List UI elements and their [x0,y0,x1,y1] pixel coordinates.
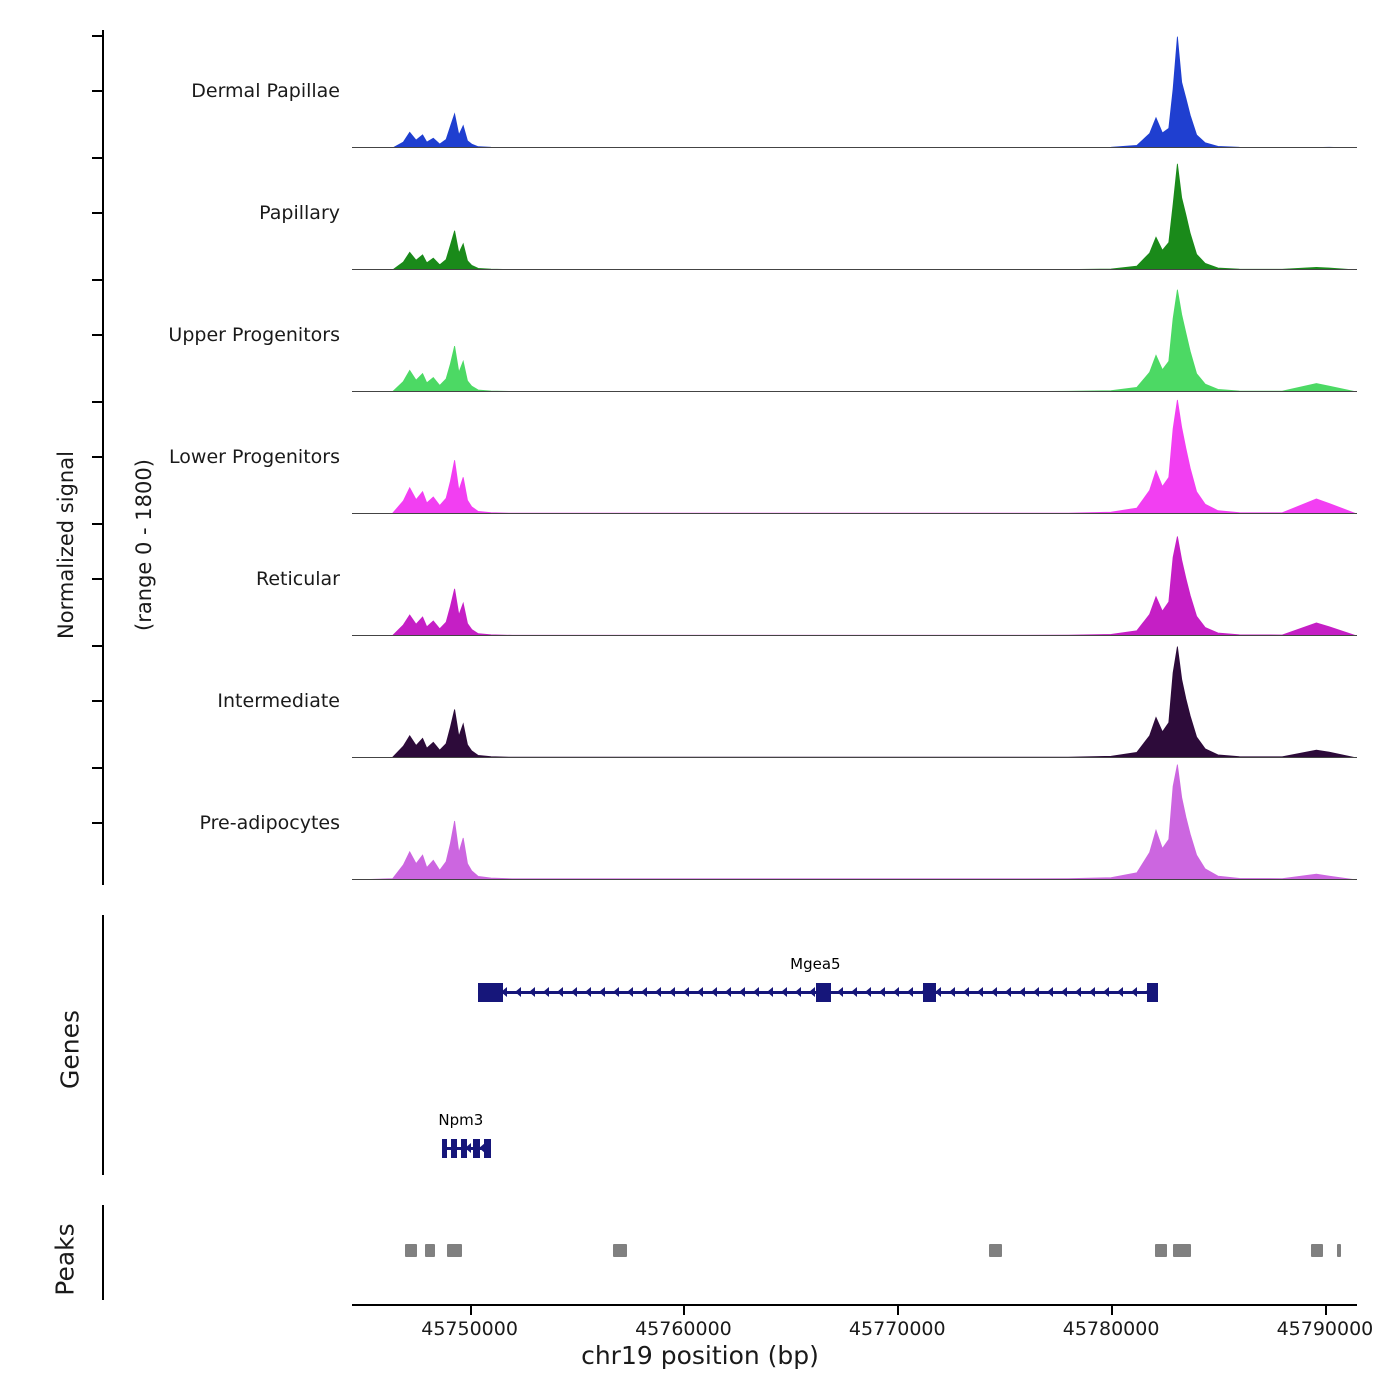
strand-arrow-icon [865,987,871,997]
strand-arrow-icon [655,987,661,997]
peak-region [1337,1244,1341,1257]
strand-arrow-icon [879,987,885,997]
track-baseline [352,513,1357,514]
strand-arrow-icon [1089,987,1095,997]
strand-arrow-icon [963,987,969,997]
x-axis-tick [683,1306,685,1315]
strand-arrow-icon [893,987,899,997]
peak-region [1155,1244,1167,1257]
x-axis-tick-label: 45750000 [421,1318,518,1340]
track-label-reticular: Reticular [256,568,340,590]
x-axis-tick-label: 45770000 [848,1318,946,1340]
strand-arrow-icon [949,987,955,997]
track-label-upper-progenitors: Upper Progenitors [168,324,340,346]
peak-region [447,1244,462,1257]
x-axis-tick [1111,1306,1113,1315]
gene-exon [451,1139,456,1158]
x-axis-tick [897,1306,899,1315]
strand-arrow-icon [781,987,787,997]
strand-arrow-icon [711,987,717,997]
strand-arrow-icon [529,987,535,997]
y-axis-title-line1: Normalized signal [53,451,78,639]
strand-arrow-icon [1061,987,1067,997]
strand-arrow-icon [1047,987,1053,997]
signal-track [352,518,1357,636]
y-axis-tick [92,523,103,525]
track-baseline [352,879,1357,880]
x-axis-tick-label: 45760000 [635,1318,732,1340]
gene-exon [442,1139,447,1158]
x-axis-tick [1325,1306,1327,1315]
strand-arrow-icon [627,987,633,997]
gene-exon [484,1139,491,1158]
gene-exon [816,983,831,1002]
signal-trace [352,518,1357,636]
strand-arrow-icon [1131,987,1137,997]
peak-region [425,1244,436,1257]
y-axis-tick [92,35,103,37]
strand-arrow-icon [907,987,913,997]
x-axis-tick-label: 45780000 [1062,1318,1160,1340]
y-axis-tick [92,700,103,702]
strand-arrow-icon [1019,987,1025,997]
y-axis-tick [92,401,103,403]
strand-arrow-icon [1005,987,1011,997]
strand-arrow-icon [669,987,675,997]
signal-track [352,274,1357,392]
y-axis-tick [92,578,103,580]
peaks-axis-spine [102,1205,104,1300]
gene-label: Npm3 [438,1111,484,1129]
track-label-pre-adipocytes: Pre-adipocytes [199,812,340,834]
strand-arrow-icon [767,987,773,997]
genes-axis-title: Genes [55,1010,85,1090]
signal-track [352,640,1357,758]
x-axis-tick [470,1306,472,1315]
strand-arrow-icon [613,987,619,997]
strand-arrow-icon [795,987,801,997]
strand-arrow-icon [809,987,815,997]
x-axis-tick-label: 45790000 [1276,1318,1374,1340]
strand-arrow-icon [1103,987,1109,997]
strand-arrow-icon [515,987,521,997]
signal-trace [352,762,1357,880]
signal-trace [352,640,1357,758]
signal-track [352,30,1357,148]
y-axis-title [0,395,210,695]
track-label-papillary: Papillary [259,202,340,224]
y-axis-tick [92,456,103,458]
strand-arrow-icon [991,987,997,997]
x-axis-line [352,1304,1357,1306]
track-label-dermal-papillae: Dermal Papillae [191,80,340,102]
strand-arrow-icon [571,987,577,997]
signal-trace [352,30,1357,148]
signal-trace [352,152,1357,270]
y-axis-tick [92,334,103,336]
gene-exon [461,1139,467,1158]
strand-arrow-icon [851,987,857,997]
gene-exon [923,983,936,1002]
signal-track [352,396,1357,514]
y-axis-tick [92,90,103,92]
track-baseline [352,635,1357,636]
strand-arrow-icon [641,987,647,997]
y-axis-tick [92,157,103,159]
track-baseline [352,147,1357,148]
strand-arrow-icon [585,987,591,997]
strand-arrow-icon [739,987,745,997]
track-label-intermediate: Intermediate [217,690,340,712]
track-baseline [352,391,1357,392]
peak-region [405,1244,417,1257]
y-axis-tick [92,822,103,824]
gene-exon [473,1139,480,1158]
peaks-axis-title: Peaks [50,1223,80,1296]
strand-arrow-icon [837,987,843,997]
strand-arrow-icon [753,987,759,997]
y-axis-tick [92,279,103,281]
signal-track [352,152,1357,270]
gene-exon [1147,983,1158,1002]
strand-arrow-icon [1117,987,1123,997]
x-axis-title: chr19 position (bp) [581,1341,819,1370]
strand-arrow-icon [697,987,703,997]
gene-exon [478,983,503,1002]
peak-region [1173,1244,1191,1257]
y-axis-tick [92,767,103,769]
y-axis-tick [92,212,103,214]
y-axis-title-line2: (range 0 - 1800) [132,459,157,631]
signal-trace [352,396,1357,514]
strand-arrow-icon [683,987,689,997]
peak-region [989,1244,1002,1257]
track-label-lower-progenitors: Lower Progenitors [169,446,340,468]
gene-label: Mgea5 [790,955,841,973]
strand-arrow-icon [557,987,563,997]
strand-arrow-icon [543,987,549,997]
signal-track [352,762,1357,880]
track-baseline [352,757,1357,758]
strand-arrow-icon [935,987,941,997]
peak-region [1311,1244,1323,1257]
genes-axis-spine [102,915,104,1175]
strand-arrow-icon [1033,987,1039,997]
strand-arrow-icon [1075,987,1081,997]
strand-arrow-icon [599,987,605,997]
signal-trace [352,274,1357,392]
y-axis-tick [92,645,103,647]
track-baseline [352,269,1357,270]
peak-region [613,1244,627,1257]
strand-arrow-icon [725,987,731,997]
strand-arrow-icon [977,987,983,997]
